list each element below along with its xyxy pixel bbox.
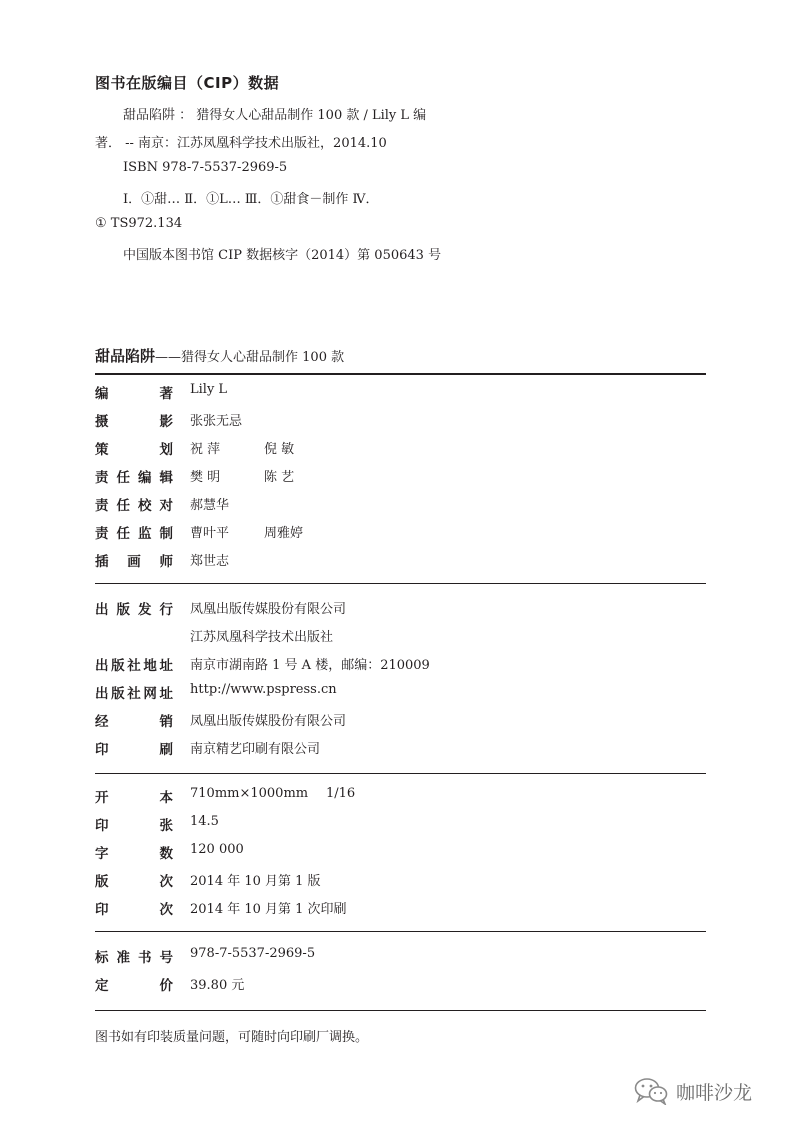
spec-label xyxy=(95,842,173,862)
spec-row xyxy=(95,870,706,892)
spec-label xyxy=(95,814,173,834)
cip-line: 中国版本图书馆 CIP 数据核字（2014）第 050643 号 xyxy=(123,248,442,263)
credit-label xyxy=(95,550,173,570)
label-char: 影 xyxy=(159,414,173,430)
publisher-value: 凤凰出版传媒股份有限公司 xyxy=(190,714,347,729)
cip-line: Ⅰ．①甜… Ⅱ．①L… Ⅲ．①甜食－制作 Ⅳ． xyxy=(123,192,379,207)
label-char: 监 xyxy=(138,526,152,542)
credit-value-2: 周雅婷 xyxy=(264,526,304,541)
book-title-sub: ——猎得女人心甜品制作 100 款 xyxy=(155,350,345,365)
credit-label xyxy=(95,494,173,514)
label-char: 书 xyxy=(138,950,152,966)
book-title xyxy=(95,345,344,366)
credit-row xyxy=(95,438,706,460)
label-char: 价 xyxy=(159,978,173,994)
publisher-label xyxy=(95,598,173,618)
cip-heading: 图书在版编目（CIP）数据 xyxy=(95,74,280,92)
label-char: 版 xyxy=(111,686,125,702)
credit-label xyxy=(95,438,173,458)
divider xyxy=(95,931,706,932)
credit-row xyxy=(95,382,706,404)
label-char: 印 xyxy=(95,902,109,918)
credit-row xyxy=(95,466,706,488)
wechat-icon xyxy=(634,1077,668,1105)
publisher-row xyxy=(95,598,706,620)
label-char: 定 xyxy=(95,978,109,994)
label-char: 校 xyxy=(138,498,152,514)
isbn-row xyxy=(95,946,706,968)
label-char: 开 xyxy=(95,790,109,806)
publisher-value: 江苏凤凰科学技术出版社 xyxy=(190,630,334,645)
divider xyxy=(95,1010,706,1011)
label-char: 刷 xyxy=(159,742,173,758)
label-char: 版 xyxy=(111,658,125,674)
label-char: 编 xyxy=(138,470,152,486)
publisher-value: 凤凰出版传媒股份有限公司 xyxy=(190,602,347,617)
label-char: 编 xyxy=(95,386,109,402)
label-char: 次 xyxy=(159,902,173,918)
divider xyxy=(95,373,706,375)
watermark xyxy=(634,1076,752,1106)
credit-value: 樊 明 xyxy=(190,470,221,485)
credit-value-2: 倪 敏 xyxy=(264,442,295,457)
label-char: 版 xyxy=(116,602,130,618)
spec-value: 14.5 xyxy=(190,814,219,829)
credit-value: Lily L xyxy=(190,382,228,397)
price-value: 39.80 元 xyxy=(190,978,245,993)
credit-row xyxy=(95,522,706,544)
spec-label xyxy=(95,786,173,806)
cip-line: 甜品陷阱 ： 猎得女人心甜品制作 100 款 / Lily L 编 xyxy=(123,108,427,123)
label-char: 印 xyxy=(95,742,109,758)
label-char: 标 xyxy=(95,950,109,966)
spec-value: 2014 年 10 月第 1 次印刷 xyxy=(190,902,347,917)
publisher-row xyxy=(95,626,706,648)
footer-note: 图书如有印装质量问题，可随时向印刷厂调换。 xyxy=(95,1030,369,1045)
label-char: 制 xyxy=(159,526,173,542)
label-char: 著 xyxy=(159,386,173,402)
publisher-label xyxy=(95,682,173,702)
label-char: 版 xyxy=(95,874,109,890)
label-char: 画 xyxy=(127,554,141,570)
label-char: 社 xyxy=(127,686,141,702)
credit-row xyxy=(95,410,706,432)
label-char: 号 xyxy=(159,950,173,966)
spec-value-2: 1/16 xyxy=(326,786,356,801)
credit-value: 曹叶平 xyxy=(190,526,230,541)
label-char: 张 xyxy=(159,818,173,834)
label-char: 网 xyxy=(143,686,157,702)
label-char: 出 xyxy=(95,602,109,618)
credit-value: 张张无忌 xyxy=(190,414,243,429)
spec-row xyxy=(95,814,706,836)
label-char: 责 xyxy=(95,498,109,514)
publisher-row xyxy=(95,710,706,732)
watermark-text: 咖啡沙龙 xyxy=(676,1081,753,1104)
spec-row xyxy=(95,786,706,808)
label-char: 辑 xyxy=(159,470,173,486)
label-char: 行 xyxy=(159,602,173,618)
label-char: 准 xyxy=(116,950,130,966)
credit-row xyxy=(95,494,706,516)
label-char: 任 xyxy=(116,526,130,542)
label-char: 划 xyxy=(159,442,173,458)
label-char: 责 xyxy=(95,470,109,486)
cip-line: 著． -- 南京：江苏凤凰科学技术出版社，2014.10 xyxy=(95,136,387,151)
label-char: 出 xyxy=(95,686,109,702)
cip-line: ISBN 978-7-5537-2969-5 xyxy=(123,160,288,175)
label-char: 任 xyxy=(116,470,130,486)
label-char: 销 xyxy=(159,714,173,730)
credit-label xyxy=(95,382,173,402)
isbn-label xyxy=(95,946,173,966)
label-char: 摄 xyxy=(95,414,109,430)
spec-value: 2014 年 10 月第 1 版 xyxy=(190,874,321,889)
label-char: 址 xyxy=(159,658,173,674)
credit-value: 祝 萍 xyxy=(190,442,221,457)
label-char: 经 xyxy=(95,714,109,730)
publisher-row xyxy=(95,682,706,704)
publisher-label xyxy=(95,654,173,674)
publisher-row xyxy=(95,738,706,760)
label-char: 策 xyxy=(95,442,109,458)
label-char: 出 xyxy=(95,658,109,674)
label-char: 责 xyxy=(95,526,109,542)
price-row xyxy=(95,974,706,996)
price-label xyxy=(95,974,173,994)
label-char: 社 xyxy=(127,658,141,674)
publisher-url: http://www.pspress.cn xyxy=(190,682,337,697)
label-char: 地 xyxy=(143,658,157,674)
credit-value: 郝慧华 xyxy=(190,498,230,513)
spec-label xyxy=(95,898,173,918)
label-char: 发 xyxy=(138,602,152,618)
publisher-value: 南京精艺印刷有限公司 xyxy=(190,742,321,757)
label-char: 址 xyxy=(159,686,173,702)
credit-label xyxy=(95,410,173,430)
publisher-label xyxy=(95,710,173,730)
label-char: 任 xyxy=(116,498,130,514)
book-title-main: 甜品陷阱 xyxy=(95,347,156,365)
cip-line: ① TS972.134 xyxy=(95,216,183,231)
credit-label xyxy=(95,466,173,486)
credit-row xyxy=(95,550,706,572)
label-char: 对 xyxy=(159,498,173,514)
label-char: 数 xyxy=(159,846,173,862)
label-char: 插 xyxy=(95,554,109,570)
label-char: 次 xyxy=(159,874,173,890)
label-char: 印 xyxy=(95,818,109,834)
publisher-row xyxy=(95,654,706,676)
spec-row xyxy=(95,898,706,920)
label-char: 本 xyxy=(159,790,173,806)
isbn-value: 978-7-5537-2969-5 xyxy=(190,946,316,961)
spec-value: 710mm×1000mm xyxy=(190,786,309,801)
spec-label xyxy=(95,870,173,890)
credit-label xyxy=(95,522,173,542)
credit-value-2: 陈 艺 xyxy=(264,470,295,485)
divider xyxy=(95,583,706,584)
spec-value: 120 000 xyxy=(190,842,244,857)
label-char: 师 xyxy=(159,554,173,570)
credit-value: 郑世志 xyxy=(190,554,230,569)
publisher-label xyxy=(95,738,173,758)
label-char: 字 xyxy=(95,846,109,862)
spec-row xyxy=(95,842,706,864)
publisher-value: 南京市湖南路 1 号 A 楼，邮编：210009 xyxy=(190,658,430,673)
divider xyxy=(95,773,706,774)
